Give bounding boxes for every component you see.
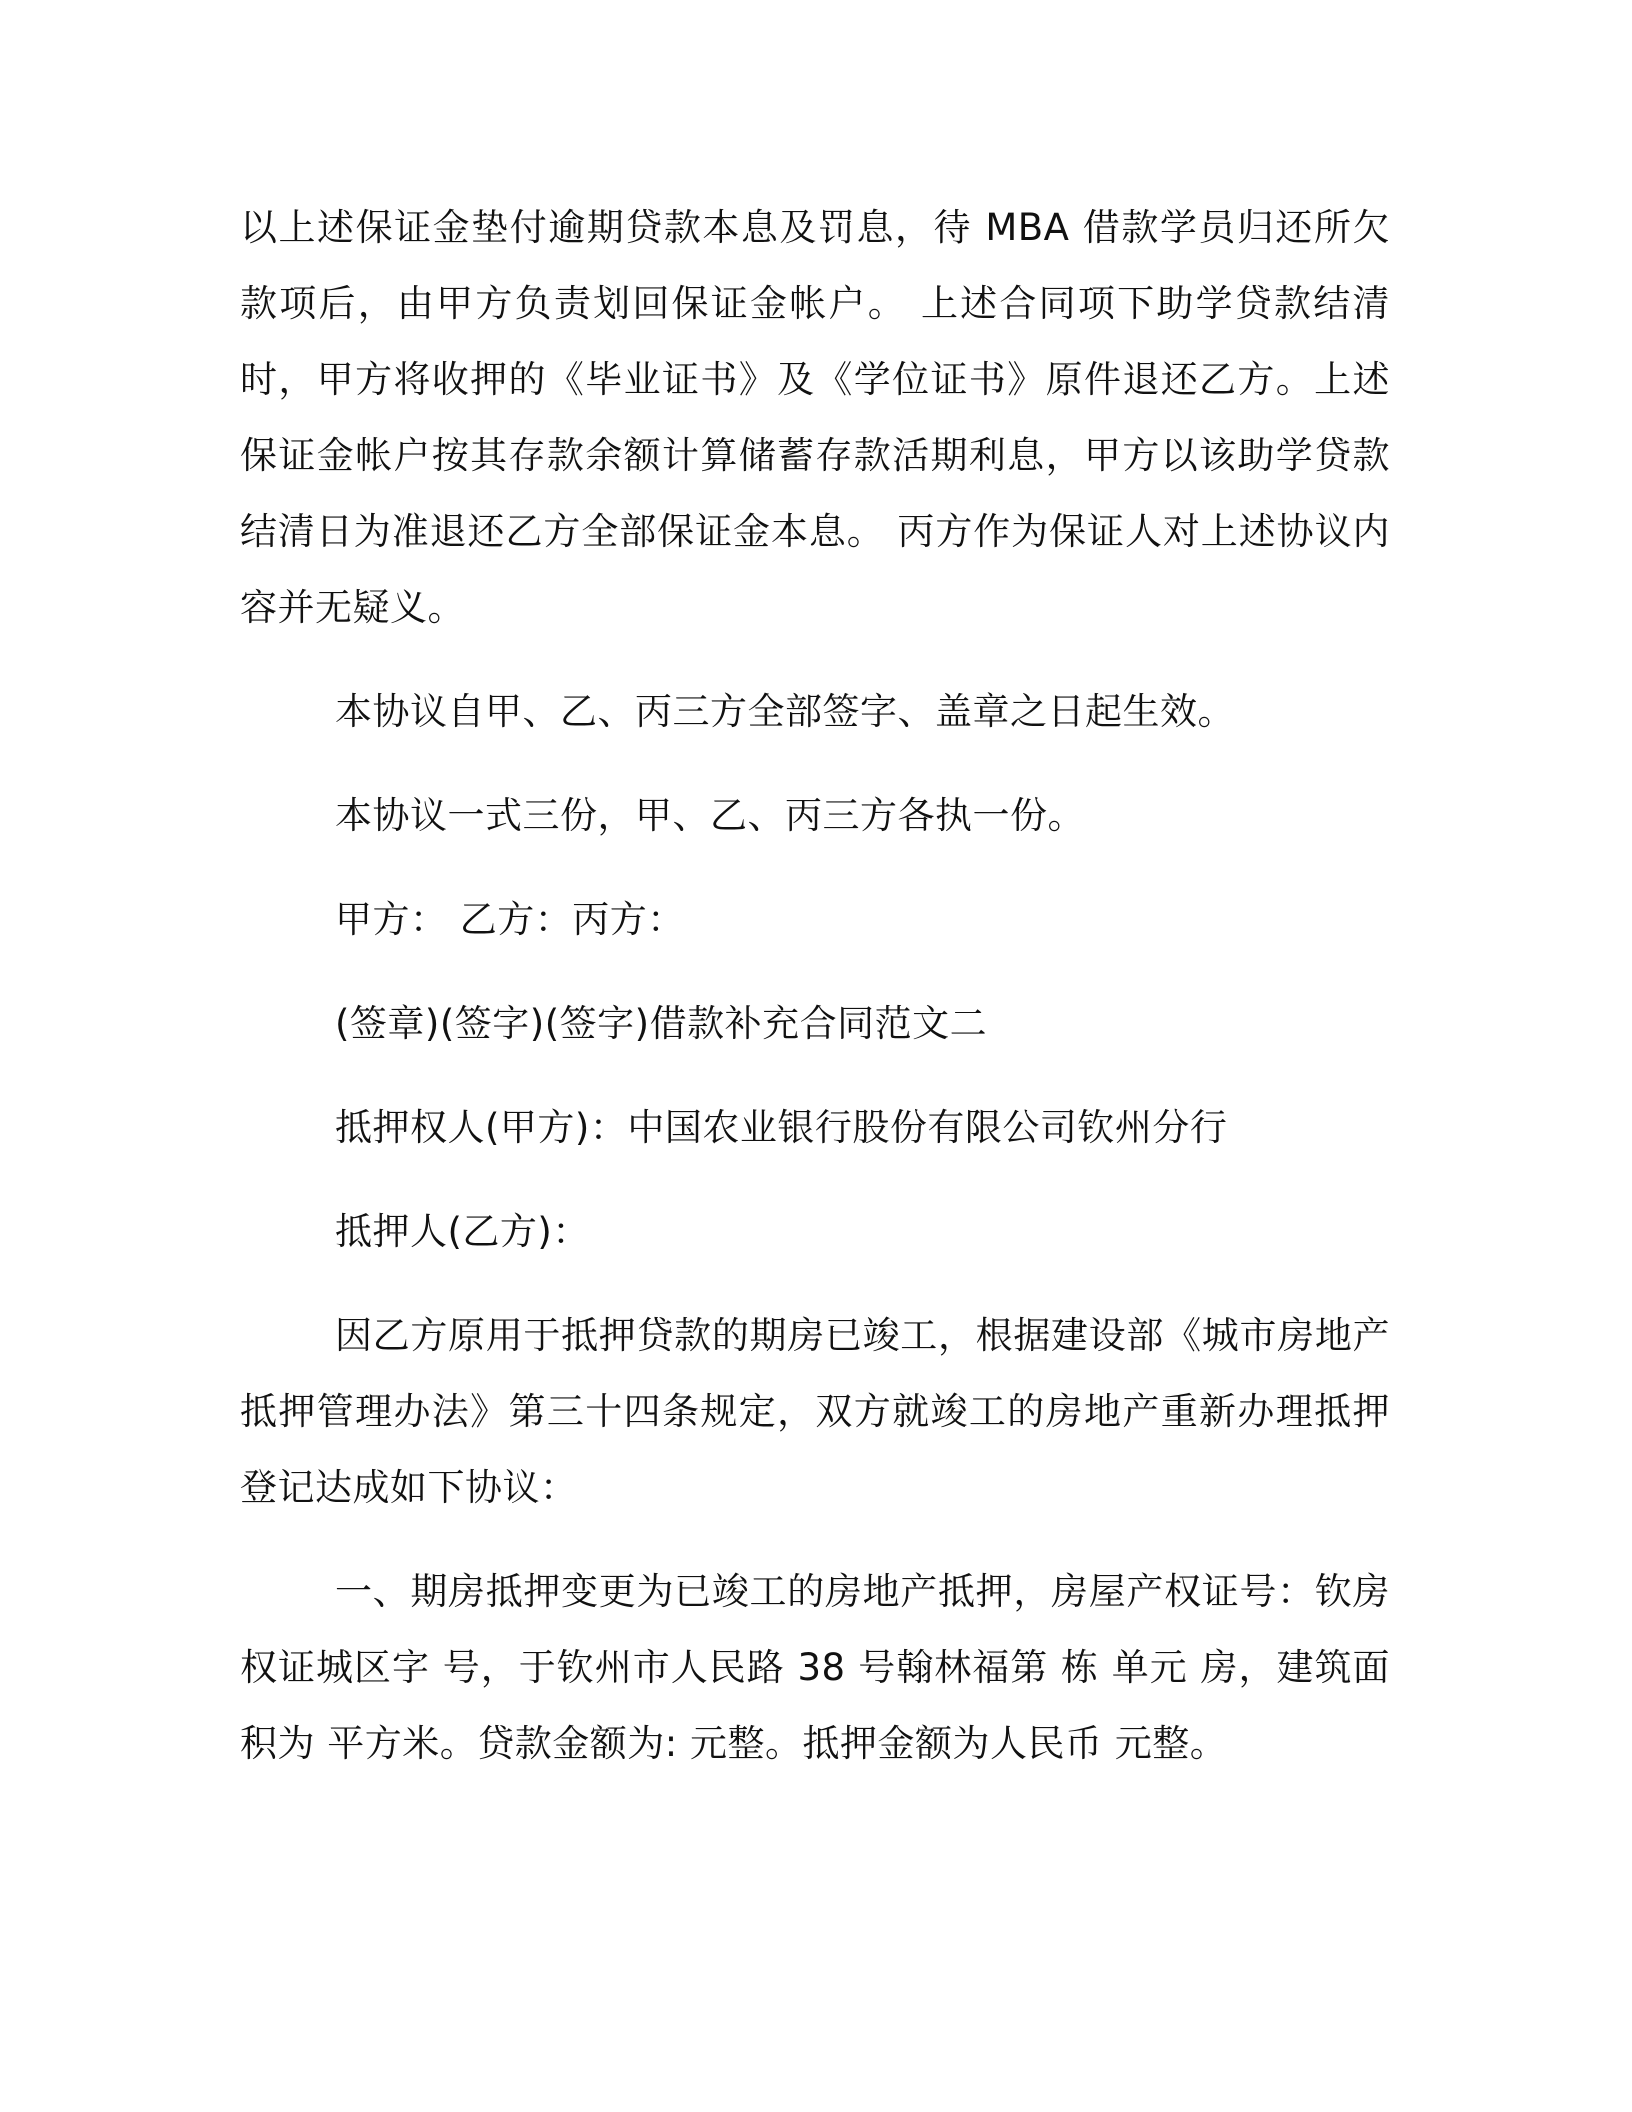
paragraph-mortgagor: 抵押人(乙方)： — [335, 1210, 590, 1253]
document-body — [240, 190, 1390, 1782]
paragraph-clause-one: 一、期房抵押变更为已竣工的房地产抵押，房屋产权证号：钦房权证城区字 号，于钦州市人民路 38 号翰林福第 栋 单元 房，建筑面积为 平方米。贷款金额为: 元整。抵押金额为人民币 元整。 — [240, 1570, 1390, 1765]
paragraph-mortgagee: 抵押权人(甲方)：中国农业银行股份有限公司钦州分行 — [335, 1106, 1228, 1149]
paragraph-parties: 甲方： 乙方：丙方： — [335, 898, 685, 941]
paragraph-background: 因乙方原用于抵押贷款的期房已竣工，根据建设部《城市房地产抵押管理办法》第三十四条规定，双方就竣工的房地产重新办理抵押登记达成如下协议： — [240, 1314, 1390, 1509]
paragraph-copies: 本协议一式三份，甲、乙、丙三方各执一份。 — [335, 794, 1085, 837]
paragraph-signatures: (签章)(签字)(签字)借款补充合同范文二 — [335, 1002, 988, 1045]
paragraph-deposit-terms: 以上述保证金垫付逾期贷款本息及罚息，待 MBA 借款学员归还所欠款项后，由甲方负责划回保证金帐户。 上述合同项下助学贷款结清时，甲方将收押的《毕业证书》及《学位证书》原件退还乙方。上述保证金帐户按其存款余额计算储蓄存款活期利息，甲方以该助学贷款结清日为准退还乙方全部保证金本息。 丙方作为保证人对上述协议内容并无疑义。 — [240, 206, 1390, 629]
paragraph-effective-date: 本协议自甲、乙、丙三方全部签字、盖章之日起生效。 — [335, 690, 1235, 733]
